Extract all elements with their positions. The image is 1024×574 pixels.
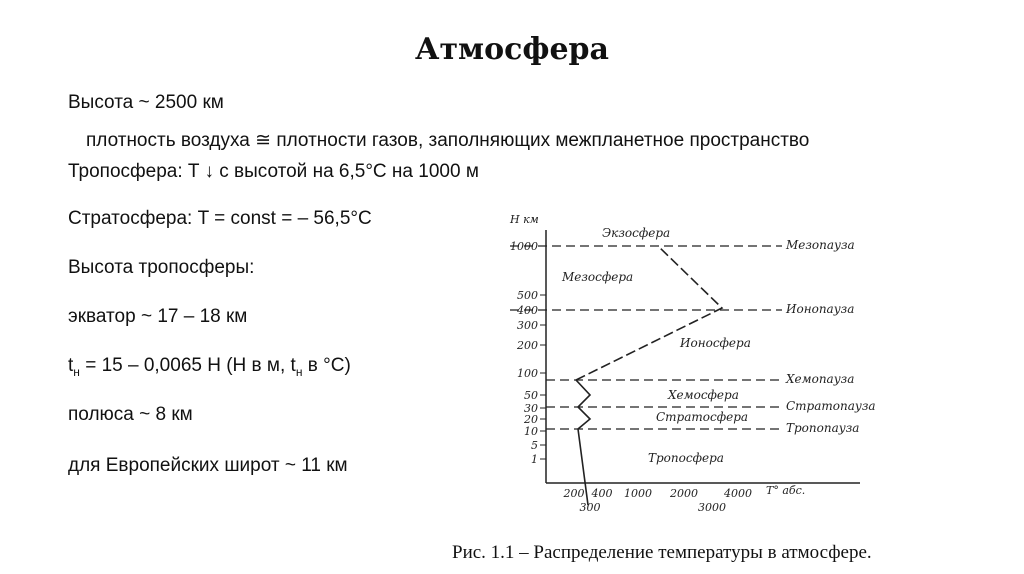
poles-line: полюса ~ 8 км [68,404,193,425]
svg-text:5: 5 [531,439,538,452]
svg-text:1: 1 [531,453,538,466]
svg-text:20: 20 [524,413,538,426]
height-line: Высота ~ 2500 км [68,92,224,113]
formula-t: t [68,355,74,376]
svg-text:100: 100 [517,367,538,380]
x-tick-3000: 3000 [698,501,726,514]
layer-mesosphere: Мезосфера [562,270,634,284]
x-tick-2000: 2000 [670,487,698,500]
formula-mid: = 15 – 0,0065 H (H в м, t [79,355,296,376]
x-tick-200: 200 [563,487,585,500]
temperature-chart [490,205,890,520]
layer-chemosphere: Хемосфера [668,388,739,402]
label-stratopause: Стратопауза [786,399,876,413]
svg-text:200: 200 [517,339,538,352]
troposphere-line: Тропосфера: T ↓ с высотой на 6,5°С на 1000 м [68,161,479,182]
layer-exosphere: Экзосфера [602,226,671,240]
formula-line [68,355,351,379]
y-tick-200 [516,339,546,352]
formula-sub2: н [295,364,303,379]
layer-ionosphere: Ионосфера [680,336,751,350]
x-axis-label: T° абс. [766,484,806,497]
x-tick-400: 400 [591,487,613,500]
svg-text:50: 50 [524,389,538,402]
label-ionopause: Ионопауза [786,302,855,316]
europe-line: для Европейских широт ~ 11 км [68,455,348,476]
svg-text:1000: 1000 [510,240,538,253]
y-tick-50 [524,389,546,402]
y-axis-label: H км [510,213,539,226]
trop-height-line: Высота тропосферы: [68,257,255,278]
x-tick-300: 300 [579,501,601,514]
y-tick-300 [517,319,546,332]
label-mesopause: Мезопауза [786,238,855,252]
svg-text:30: 30 [524,402,538,415]
svg-text:10: 10 [524,425,538,438]
figure-caption: Рис. 1.1 – Распределение температуры в атмосфере. [452,542,872,563]
label-tropopause: Тропопауза [786,421,860,435]
y-tick-5 [531,439,546,452]
layer-troposphere: Тропосфера [648,451,724,465]
temperature-profile-upper [576,246,722,380]
density-line: плотность воздуха ≅ плотности газов, заполняющих межпланетное пространство [86,130,810,151]
svg-text:500: 500 [517,289,538,302]
x-tick-1000: 1000 [624,487,652,500]
svg-text:300: 300 [517,319,538,332]
svg-text:400: 400 [517,304,538,317]
x-tick-4000: 4000 [724,487,752,500]
formula-sub1: н [73,364,80,379]
y-tick-100 [517,367,546,380]
layer-stratosphere: Стратосфера [656,410,749,424]
stratosphere-line: Стратосфера: T = const = – 56,5°С [68,208,372,229]
equator-line: экватор ~ 17 – 18 км [68,306,248,327]
y-tick-1 [531,453,546,466]
y-tick-10 [524,425,546,438]
label-chemopause: Хемопауза [786,372,855,386]
page-title: Атмосфера [415,32,609,67]
y-tick-500 [517,289,546,302]
formula-end: в °С) [302,355,351,376]
